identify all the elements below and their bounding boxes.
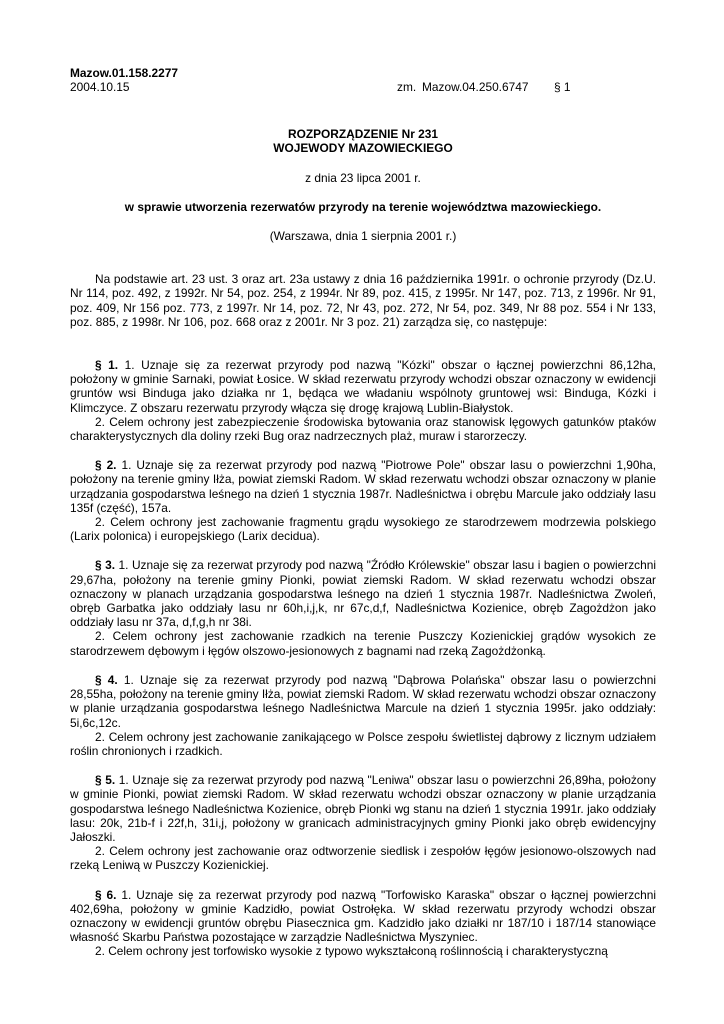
section-5 (70, 773, 656, 872)
publication-info: (Warszawa, dnia 1 sierpnia 2001 r.) (269, 229, 457, 244)
section-paragraph-2: 2. Celem ochrony jest zachowanie zanikającego w Polsce zespołu świetlistej dąbrowy z licznym udziałem roślin chronionych i rzadkich. (70, 729, 656, 758)
section-label: § 2. (95, 458, 117, 473)
section-4 (70, 673, 656, 758)
paragraph-ref: § 1 (554, 80, 571, 94)
section-1 (70, 358, 656, 443)
section-paragraph-1: 1. Uznaje się za rezerwat przyrody pod nazwą "Źródło Królewskie" obszar lasu i bagien o powierzchni 29,67ha, położony na terenie gminy Pionki, powiat ziemski Radom. W skład rezerwatu wchodzi obszar oznaczony w planach urządzania gospodarstwa leśnego na dzień 1 stycznia 1987r. Nadleśnictwa Zwoleń, obręb Garbatka jako oddziały lasu nr 60h,i,j,k, nr 67c,d,f, Nadleśnictwa Kozienice, obręb Zagożdżon jako oddziały lasu nr 37a, d,f,g,h nr 38i. (70, 558, 656, 630)
doc-title (70, 127, 656, 155)
section-label: § 1. (95, 358, 119, 373)
section-6 (70, 888, 656, 959)
section-paragraph-1: 1. Uznaje się za rezerwat przyrody pod nazwą "Dąbrowa Polańska" obszar lasu o powierzchni 28,55ha, położony na terenie gminy Iłża, powiat ziemski Radom. W skład rezerwatu wchodzi obszar oznaczony w planie urządzania gospodarstwa leśnego Nadleśnictwa Marcule na dzień 1 stycznia 1995r. jako oddziały: 5i,6c,12c. (70, 672, 656, 730)
regulation-date: z dnia 23 lipca 2001 r. (305, 170, 421, 185)
amendment-ref: Mazow.04.250.6747 (422, 80, 529, 94)
section-paragraph-2: 2. Celem ochrony jest zabezpieczenie środowiska bytowania oraz stanowisk lęgowych gatunków ptaków charakterystycznych dla doliny rzeki Bug oraz nadrzecznych plaż, muraw i starorzeczy. (70, 414, 656, 444)
document-page (70, 66, 656, 959)
preamble: Na podstawie art. 23 ust. 3 oraz art. 23a ustawy z dnia 16 października 1991r. o ochronie przyrody (Dz.U. Nr 114, poz. 492, z 1992r. Nr 54, poz. 254, z 1994r. Nr 89, poz. 415, z 1995r. Nr 147, poz. 713, z 1996r. Nr 91, poz. 409, Nr 156 poz. 773, z 1997r. Nr 14, poz. 72, Nr 43, poz. 272, Nr 54, poz. 349, Nr 88 poz. 554 i Nr 133, poz. 885, z 1998r. Nr 106, poz. 668 oraz z 2001r. Nr 3 poz. 21) zarządza się, co następuje: (70, 272, 656, 329)
section-3 (70, 558, 656, 657)
section-paragraph-2: 2. Celem ochrony jest torfowisko wysokie z typowo wykształconą roślinnością i charakterystyczną (95, 944, 608, 959)
section-label: § 4. (95, 672, 118, 687)
section-label: § 5. (95, 773, 116, 788)
section-paragraph-2: 2. Celem ochrony jest zachowanie rzadkich na terenie Puszczy Kozienickiej grądów wysokich ze starodrzewem dębowym i łęgów olszowo-jesionowych z bagnami nad rzeką Zagożdżonką. (70, 629, 656, 658)
doc-id: Mazow.01.158.2277 (70, 66, 178, 80)
section-paragraph-2: 2. Celem ochrony jest zachowanie fragmentu grądu wysokiego ze starodrzewem modrzewia polskiego (Larix polonica) i europejskiego (Larix decidua). (70, 515, 656, 544)
section-2 (70, 458, 656, 543)
header-line (70, 80, 656, 94)
section-paragraph-1: 1. Uznaje się za rezerwat przyrody pod nazwą "Piotrowe Pole" obszar lasu o powierzchni 1,90ha, położony na terenie gminy Iłża, powiat ziemski Radom. W skład rezerwatu wchodzi obszar oznaczony w planie urządzania gospodarstwa leśnego na dzień 1 stycznia 1987r. Nadleśnictwa i obrębu Marcule jako oddziały lasu 135f (część), 157a. (70, 458, 657, 515)
title-line-1: ROZPORZĄDZENIE Nr 231 (288, 127, 438, 142)
section-label: § 3. (95, 558, 116, 573)
regulation-subject: w sprawie utworzenia rezerwatów przyrody na terenie województwa mazowieckiego. (124, 199, 602, 214)
amendment-label: zm. (397, 80, 417, 94)
section-paragraph-1: 1. Uznaje się za rezerwat przyrody pod nazwą "Torfowisko Karaska" obszar o łącznej powierzchni 402,69ha, położony w gminie Kadzidło, powiat Ostrołęka. W skład rezerwatu przyrody wchodzi obszar oznaczony w ewidencji gruntów obrębu Piasecznica gm. Kadzidło jako działki nr 187/10 i 187/14 stanowiące własność Skarbu Państwa pozostające w zarządzie Nadleśnictwa Myszyniec. (70, 887, 656, 945)
section-paragraph-1: 1. Uznaje się za rezerwat przyrody pod nazwą "Leniwa" obszar lasu o powierzchni 26,89ha, położony w gminie Pionki, powiat ziemski Radom. W skład rezerwatu wchodzi obszar oznaczony w planie urządzania gospodarstwa leśnego Nadleśnictwa Kozienice, obręb Pionki wg stanu na dzień 1 stycznia 1991r. jako oddziały lasu: 20k, 21b-f i 22f,h, 31i,j, położony w granicach administracyjnych gminy Pionki jako obręb ewidencyjny Jałoszki. (70, 773, 656, 844)
section-paragraph-1: 1. Uznaje się za rezerwat przyrody pod nazwą "Kózki" obszar o łącznej powierzchni 86,12ha, położony w gminie Sarnaki, powiat Łosice. W skład rezerwatu przyrody wchodzi obszar oznaczony w ewidencji gruntów wsi Binduga jako działka nr 1, będąca we władaniu wspólnoty gruntowej wsi: Binduga, Kózki i Klimczyce. Z obszaru rezerwatu przyrody włącza się drogę krajową Lublin-Białystok. (70, 358, 656, 415)
doc-date: 2004.10.15 (70, 80, 130, 94)
title-line-2: WOJEWODY MAZOWIECKIEGO (273, 141, 453, 156)
section-label: § 6. (95, 887, 117, 902)
section-paragraph-2: 2. Celem ochrony jest zachowanie oraz odtworzenie siedlisk i zespołów łęgów jesionowo-olszowych nad rzeką Leniwą w Puszczy Kozienickiej. (70, 844, 656, 873)
